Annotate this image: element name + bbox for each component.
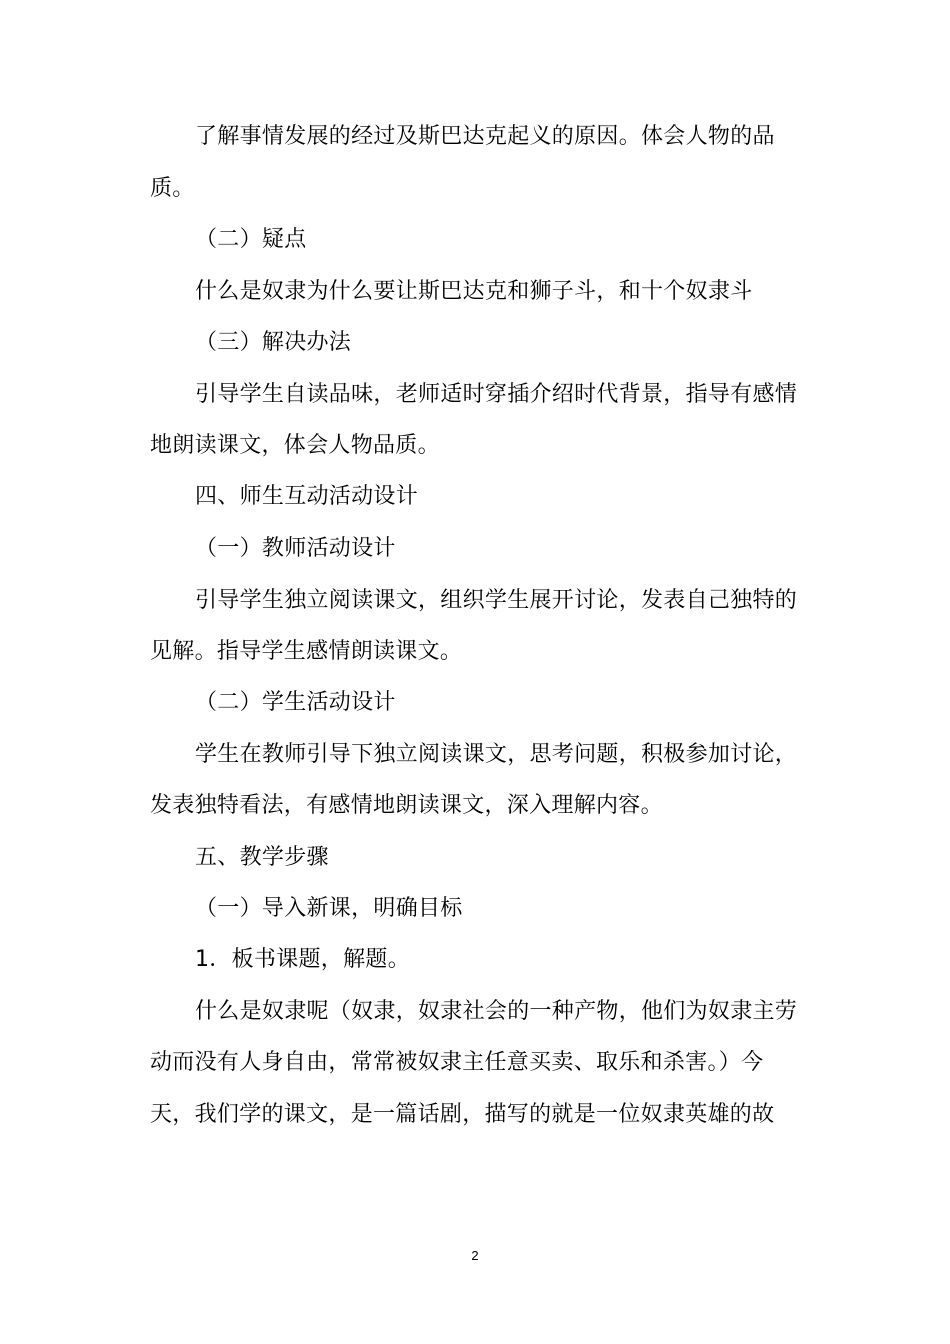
section-heading: （二）学生活动设计: [195, 690, 396, 715]
paragraph-line: 引导学生独立阅读课文，组织学生展开讨论，发表自己独特的: [195, 588, 798, 613]
paragraph-line: 地朗读课文，体会人物品质。: [150, 433, 440, 458]
paragraph-line: 发表独特看法，有感情地朗读课文，深入理解内容。: [150, 793, 663, 818]
paragraph-line: 动而没有人身自由，常常被奴隶主任意买卖、取乐和杀害。）今: [150, 1050, 764, 1075]
paragraph-line: 引导学生自读品味，老师适时穿插介绍时代背景，指导有感情: [195, 382, 798, 407]
section-heading: （一）教师活动设计: [195, 536, 396, 561]
paragraph-line: 见解。指导学生感情朗读课文。: [150, 639, 463, 664]
page-number: 2: [471, 1248, 479, 1263]
section-heading: （二）疑点: [195, 227, 307, 252]
paragraph-line: 了解事情发展的经过及斯巴达克起义的原因。体会人物的品: [195, 124, 775, 149]
section-heading: （三）解决办法: [195, 330, 352, 355]
section-heading: （一）导入新课，明确目标: [195, 896, 463, 921]
paragraph-line: 学生在教师引导下独立阅读课文，思考问题，积极参加讨论，: [195, 742, 798, 767]
paragraph-line: 什么是奴隶为什么要让斯巴达克和狮子斗，和十个奴隶斗: [195, 279, 753, 304]
paragraph-line: 天，我们学的课文，是一篇话剧，描写的就是一位奴隶英雄的故: [150, 1102, 775, 1127]
section-heading: 四、师生互动活动设计: [195, 484, 419, 509]
paragraph-line: 什么是奴隶呢（奴隶，奴隶社会的一种产物，他们为奴隶主劳: [195, 999, 798, 1024]
section-heading: 五、教学步骤: [195, 845, 329, 870]
list-item: 1．板书课题，解题。: [195, 947, 410, 972]
paragraph-line: 质。: [150, 176, 195, 201]
